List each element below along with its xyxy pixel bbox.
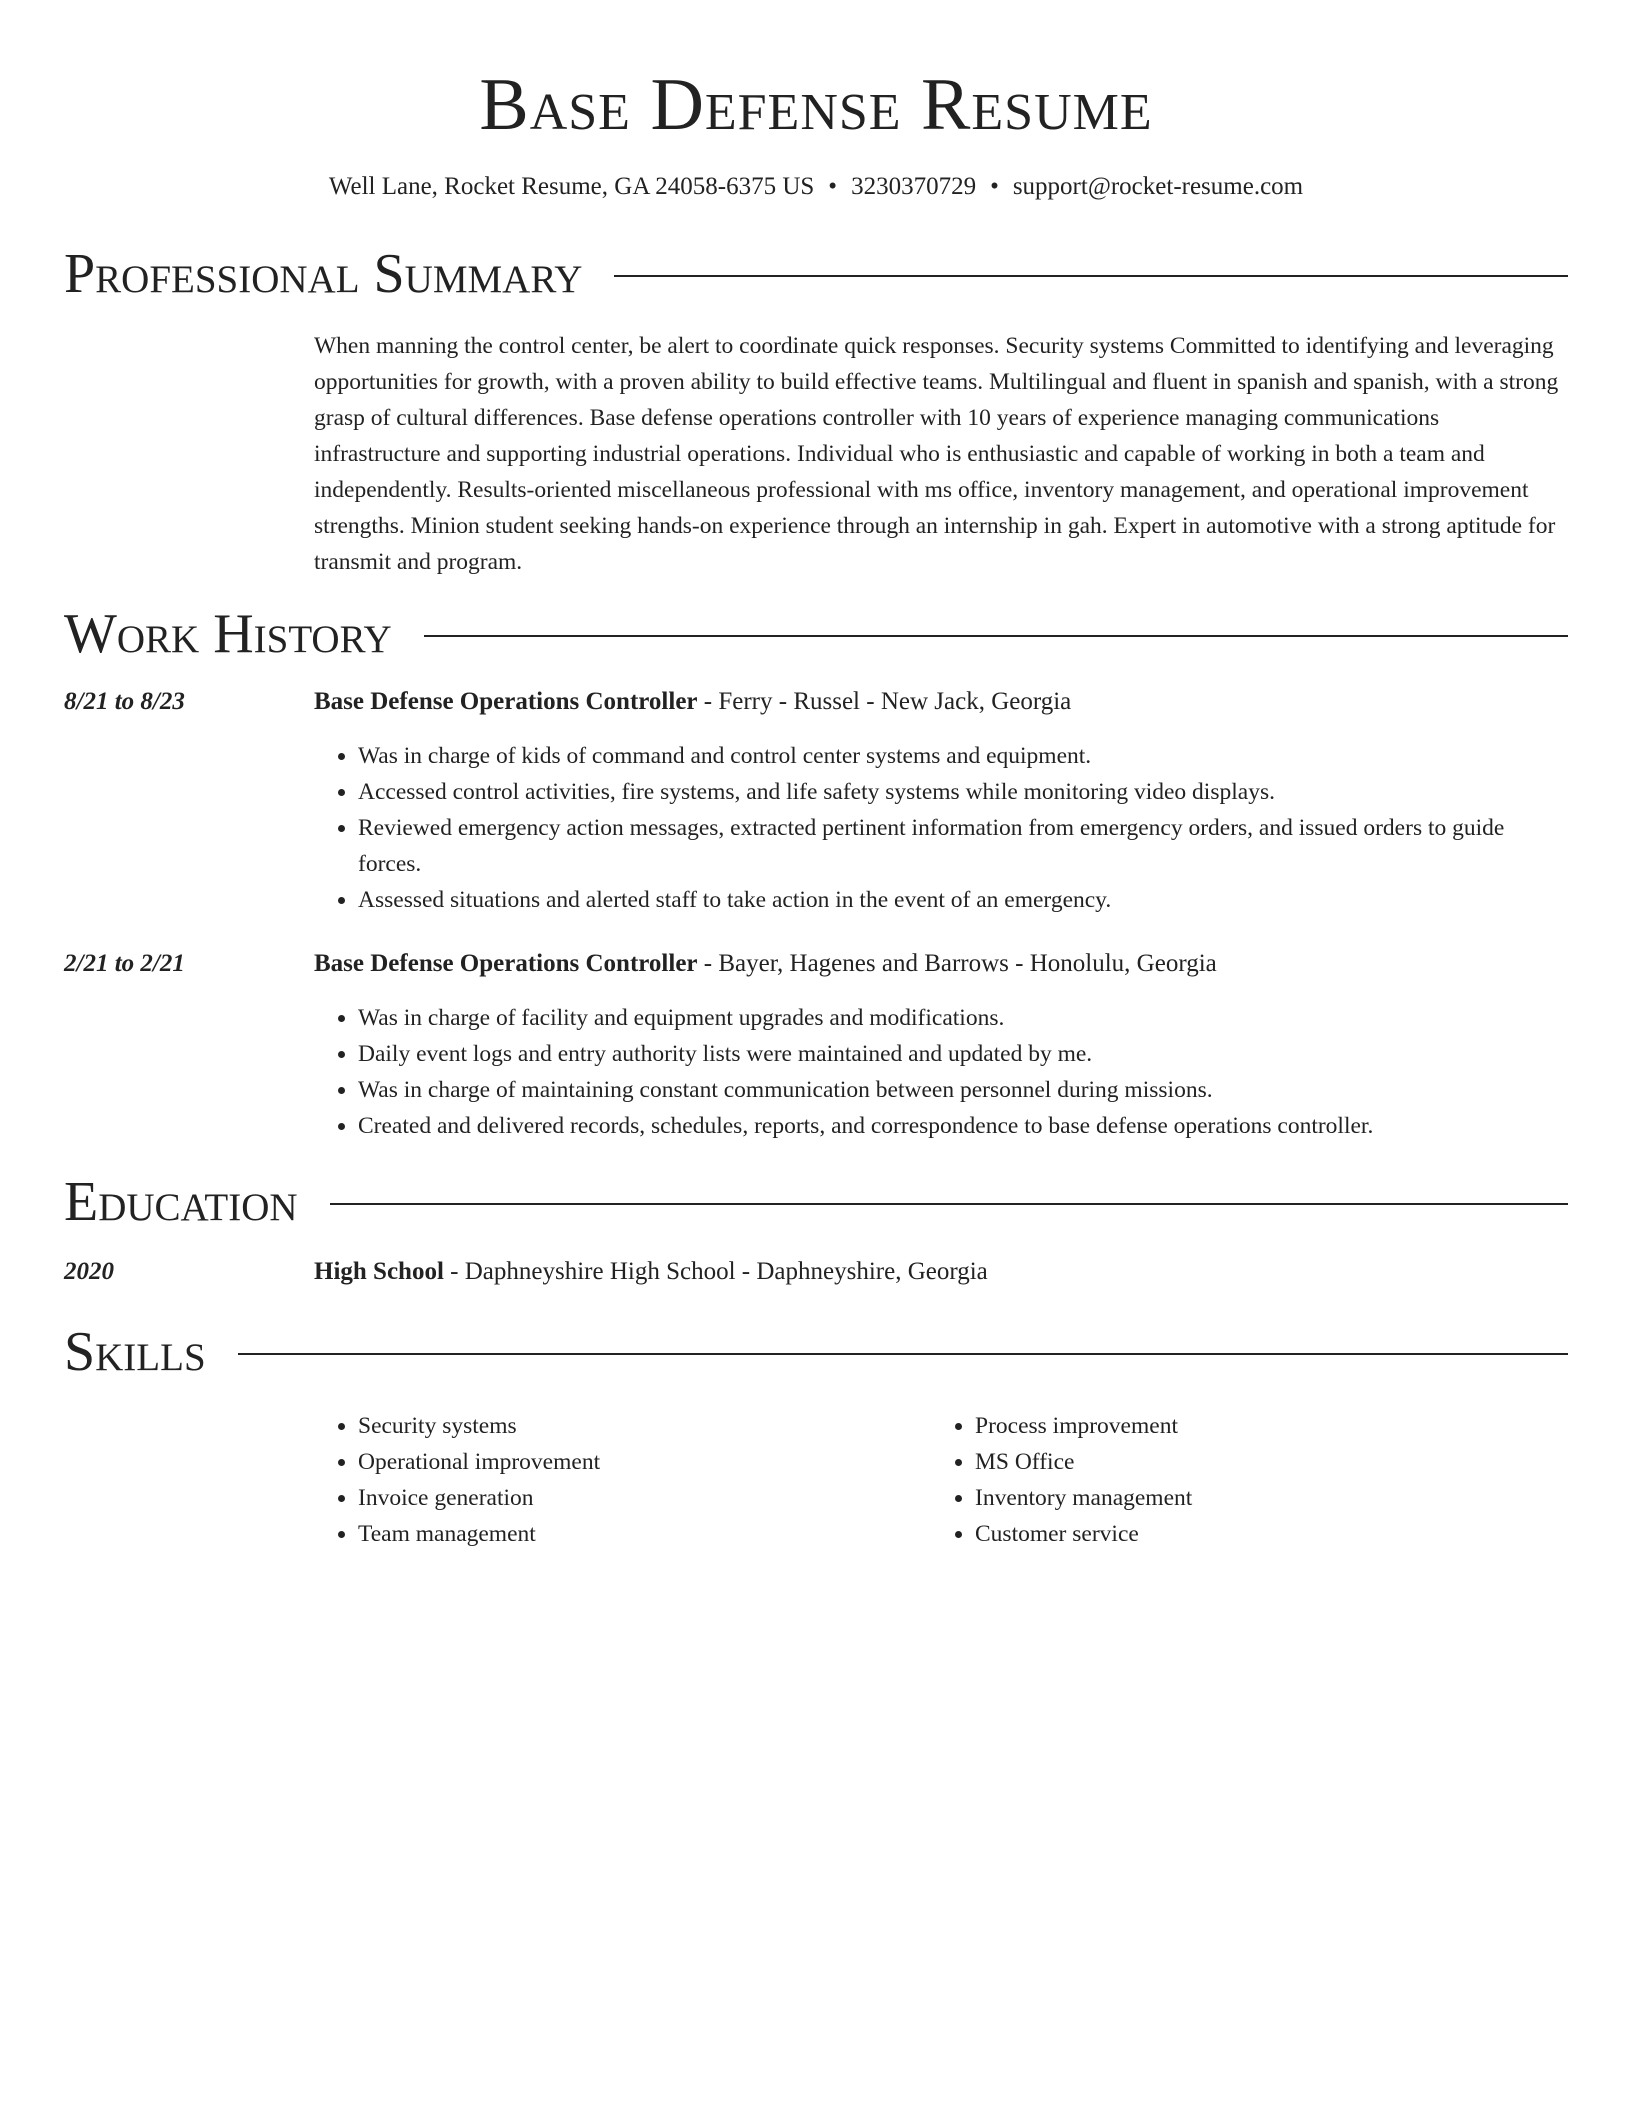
job-bullets [314, 1000, 1568, 1144]
education-entry [64, 1254, 1568, 1290]
section-title-summary: Professional Summary [64, 243, 583, 305]
job-entry [64, 684, 1568, 918]
resume-page [64, 0, 1568, 1552]
job-dates: 2/21 to 2/21 [64, 950, 185, 977]
education-year: 2020 [64, 1258, 114, 1285]
job-bullet: • Assessed situations and alerted staff to take action in the event of an emergency. [358, 882, 1568, 918]
skill-item: • Inventory management [975, 1480, 1548, 1516]
skills-column-left [314, 1408, 931, 1552]
job-bullet: • Daily event logs and entry authority lists were maintained and updated by me. [358, 1036, 1568, 1072]
section-divider [424, 635, 1568, 637]
education-details [314, 1254, 988, 1290]
section-divider [238, 1353, 1568, 1355]
job-bullet: • Reviewed emergency action messages, extracted pertinent information from emergency orders, and issued orders to guide forces. [358, 810, 1568, 882]
skill-item: • Security systems [358, 1408, 931, 1444]
job-bullets [314, 738, 1568, 918]
section-title-work: Work History [64, 603, 392, 665]
skills-list [314, 1408, 1568, 1552]
education-degree: High School [314, 1258, 444, 1285]
section-title-education: Education [64, 1171, 298, 1233]
skill-item: • Operational improvement [358, 1444, 931, 1480]
education-school: - Daphneyshire High School - Daphneyshire, Georgia [443, 1258, 988, 1285]
skill-item: • Process improvement [975, 1408, 1548, 1444]
job-title: Base Defense Operations Controller [314, 688, 698, 715]
job-heading [314, 946, 1568, 982]
contact-email: support@rocket-resume.com [1012, 173, 1304, 200]
skills-column-right [931, 1408, 1548, 1552]
section-title-skills: Skills [64, 1321, 206, 1383]
section-divider [614, 275, 1568, 277]
job-employer: - Ferry - Russel - New Jack, Georgia [697, 688, 1072, 715]
skill-item: • Customer service [975, 1516, 1548, 1552]
section-header-work [64, 602, 1568, 666]
skill-item: • MS Office [975, 1444, 1548, 1480]
job-dates: 8/21 to 8/23 [64, 688, 185, 715]
job-bullet: • Created and delivered records, schedules, reports, and correspondence to base defense operations controller. [358, 1108, 1568, 1144]
section-header-skills [64, 1320, 1568, 1384]
contact-separator: • [828, 173, 838, 200]
job-bullet: • Was in charge of kids of command and control center systems and equipment. [358, 738, 1568, 774]
job-details [314, 684, 1568, 918]
summary-text: When manning the control center, be alert to coordinate quick responses. Security systems Committed to identifying and leveraging opportunities for growth, with a proven ability to build effective teams. Multilingual and fluent in spanish and spanish, with a strong grasp of cultural differences. Base defense operations controller with 10 years of experience managing communications infrastructure and supporting industrial operations. Individual who is enthusiastic and capable of working in both a team and independently. Results-oriented miscellaneous professional with ms office, inventory management, and operational improvement strengths. Minion student seeking hands-on experience through an internship in gah. Expert in automotive with a strong aptitude for transmit and program. [314, 333, 1559, 575]
contact-line [64, 170, 1568, 204]
section-divider [330, 1203, 1568, 1205]
job-details [314, 946, 1568, 1144]
job-bullet: • Accessed control activities, fire systems, and life safety systems while monitoring video displays. [358, 774, 1568, 810]
job-employer: - Bayer, Hagenes and Barrows - Honolulu, Georgia [697, 950, 1217, 977]
resume-name: Base Defense Resume [479, 64, 1153, 146]
job-heading [314, 684, 1568, 720]
skill-item: • Invoice generation [358, 1480, 931, 1516]
skill-item: • Team management [358, 1516, 931, 1552]
job-bullet: • Was in charge of maintaining constant communication between personnel during missions. [358, 1072, 1568, 1108]
job-bullet: • Was in charge of facility and equipment upgrades and modifications. [358, 1000, 1568, 1036]
job-entry [64, 946, 1568, 1144]
section-header-summary [64, 242, 1568, 306]
contact-separator: • [990, 173, 999, 200]
job-title: Base Defense Operations Controller [314, 950, 698, 977]
contact-address: Well Lane, Rocket Resume, GA 24058-6375 US [328, 173, 815, 200]
contact-phone: 3230370729 [851, 173, 977, 200]
section-header-education [64, 1170, 1568, 1234]
